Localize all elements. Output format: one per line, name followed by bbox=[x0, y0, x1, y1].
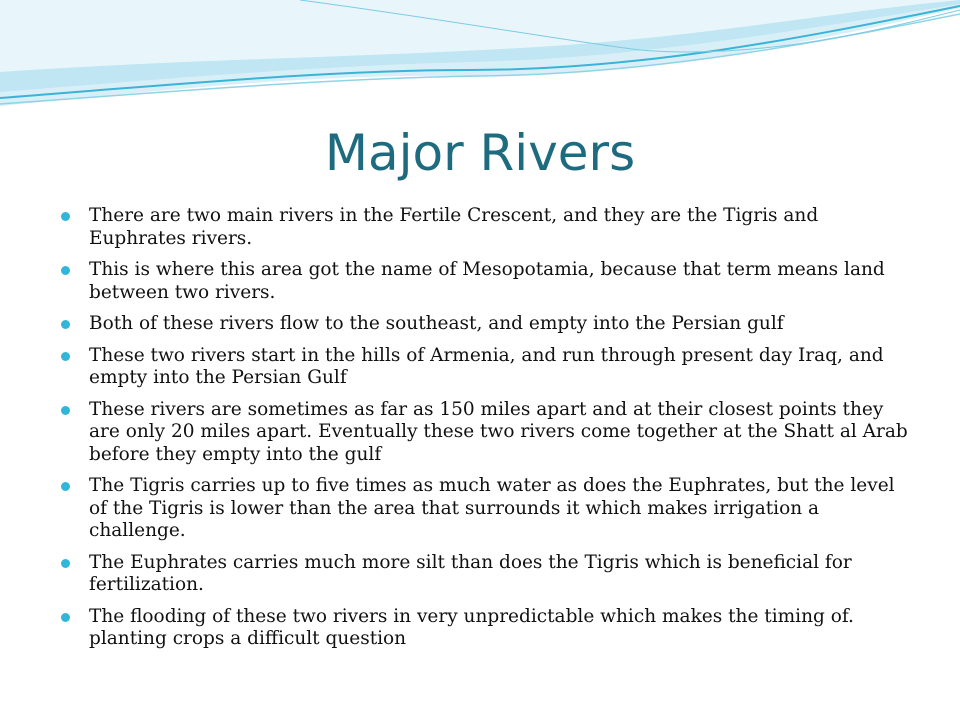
wave-header-decoration bbox=[0, 0, 960, 120]
bullet-text: These two rivers start in the hills of Armenia, and run through present day Iraq, and empty into the Persian Gulf bbox=[89, 344, 884, 388]
bullet-item bbox=[60, 205, 910, 250]
bullet-text: The Euphrates carries much more silt than does the Tigris which is beneficial for fertilization. bbox=[89, 551, 852, 595]
bullet-dot-icon bbox=[61, 212, 70, 221]
bullet-dot-icon bbox=[61, 266, 70, 275]
bullet-dot-icon bbox=[61, 559, 70, 568]
bullet-text: These rivers are sometimes as far as 150 miles apart and at their closest points they are only 20 miles apart. Eventually these two rivers come together at the Shatt al Arab before they empty into the gulf bbox=[89, 398, 908, 465]
bullet-dot-icon bbox=[61, 613, 70, 622]
bullet-dot-icon bbox=[61, 482, 70, 491]
bullet-item bbox=[60, 606, 910, 651]
bullet-dot-icon bbox=[61, 320, 70, 329]
bullet-dot-icon bbox=[61, 406, 70, 415]
bullet-item bbox=[60, 399, 910, 467]
bullet-text: Both of these rivers flow to the southeast, and empty into the Persian gulf bbox=[89, 313, 784, 334]
bullet-text: There are two main rivers in the Fertile Crescent, and they are the Tigris and Euphrates rivers. bbox=[89, 205, 819, 249]
bullet-item bbox=[60, 313, 910, 336]
bullet-text: The flooding of these two rivers in very unpredictable which makes the timing of. planting crops a difficult question bbox=[89, 605, 854, 649]
bullet-text: This is where this area got the name of Mesopotamia, because that term means land between two rivers. bbox=[89, 259, 885, 303]
bullet-text: The Tigris carries up to five times as much water as does the Euphrates, but the level of the Tigris is lower than the area that surrounds it which makes irrigation a challenge. bbox=[89, 475, 895, 541]
bullet-item bbox=[60, 259, 910, 304]
bullet-item bbox=[60, 475, 910, 543]
bullet-list bbox=[60, 205, 910, 660]
bullet-item bbox=[60, 345, 910, 390]
bullet-item bbox=[60, 552, 910, 597]
bullet-dot-icon bbox=[61, 352, 70, 361]
slide-title: Major Rivers bbox=[324, 124, 636, 182]
